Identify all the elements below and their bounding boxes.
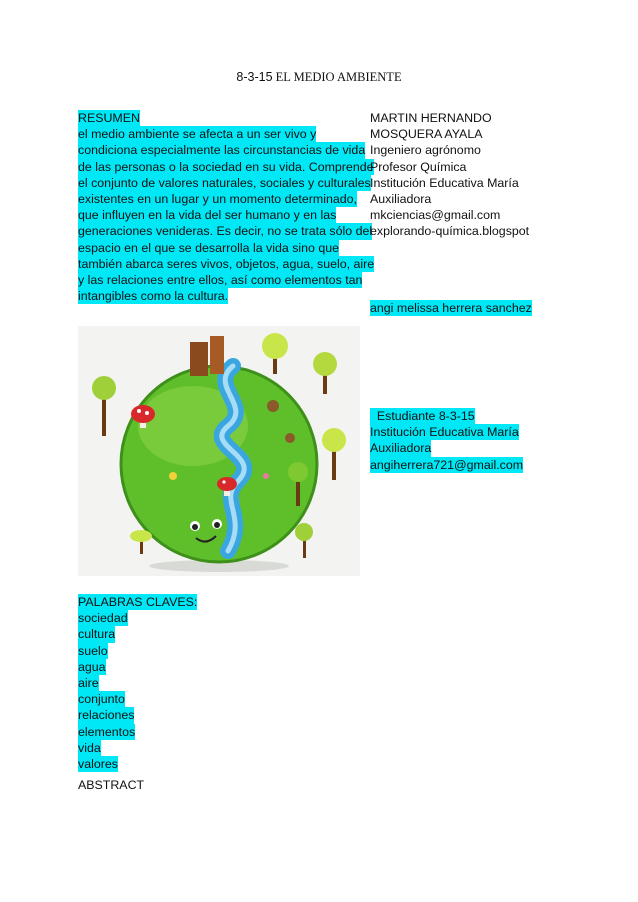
keyword-item: suelo <box>78 643 108 658</box>
resumen-line: que influyen en la vida del ser humano y en las <box>78 208 337 223</box>
student-email[interactable]: angiherrera721@gmail.com <box>370 457 524 472</box>
resumen-line: el medio ambiente se afecta a un ser vivo y <box>78 127 317 142</box>
globe-illustration <box>78 326 360 576</box>
page-title <box>0 70 638 85</box>
resumen-line: espacio en el que se desarrolla la vida sino que <box>78 240 340 255</box>
keyword-item: elementos <box>78 724 136 739</box>
keyword-item: cultura <box>78 627 116 642</box>
resumen-line: intangibles como la cultura. <box>78 289 229 304</box>
resumen-line: de las personas o la sociedad en su vida. Comprende <box>78 159 374 174</box>
author-line: MARTIN HERNANDO <box>370 111 492 125</box>
globe-image <box>78 326 360 576</box>
student-name <box>370 300 532 316</box>
author-line: Ingeniero agrónomo <box>370 143 481 158</box>
student-line: Auxiliadora <box>370 441 432 456</box>
author-line: MOSQUERA AYALA <box>370 127 483 142</box>
author-line: Profesor Química <box>370 159 467 174</box>
resumen-line: generaciones venideras. Es decir, no se trata sólo del <box>78 224 373 239</box>
title-text: EL MEDIO AMBIENTE <box>275 70 402 84</box>
title-number: 8-3-15 <box>236 70 273 84</box>
resumen-line: también abarca seres vivos, objetos, agua, suelo, aire <box>78 256 375 271</box>
resumen-line: condiciona especialmente las circunstancias de vida <box>78 143 366 158</box>
keyword-item: conjunto <box>78 692 125 707</box>
keyword-item: sociedad <box>78 611 128 626</box>
keyword-item: aire <box>78 676 99 691</box>
resumen-line: existentes en un lugar y un momento determinado, <box>78 192 357 207</box>
keyword-item: vida <box>78 740 101 755</box>
resumen-line: y las relaciones entre ellos, así como elementos tan <box>78 273 363 288</box>
abstract-heading: ABSTRACT <box>78 778 145 792</box>
keyword-item: valores <box>78 757 118 772</box>
student-line: Institución Educativa María <box>370 425 519 440</box>
author-line: Institución Educativa María <box>370 175 519 190</box>
author-email[interactable]: mkciencias@gmail.com <box>370 208 501 223</box>
student-info <box>370 408 523 473</box>
student-line: Estudiante 8-3-15 <box>370 409 475 423</box>
author-line: Auxiliadora <box>370 192 432 207</box>
student-name-text: angi melissa herrera sanchez <box>370 301 532 315</box>
keywords-heading: PALABRAS CLAVES: <box>78 595 198 609</box>
keyword-item: relaciones <box>78 708 135 723</box>
resumen-section <box>78 110 375 304</box>
author-info <box>370 110 580 240</box>
author-blog[interactable]: explorando-química.blogspot <box>370 224 530 239</box>
keywords-section <box>78 594 197 772</box>
resumen-line: el conjunto de valores naturales, sociales y culturales <box>78 175 371 190</box>
keyword-item: agua <box>78 659 106 674</box>
resumen-heading: RESUMEN <box>78 111 140 125</box>
